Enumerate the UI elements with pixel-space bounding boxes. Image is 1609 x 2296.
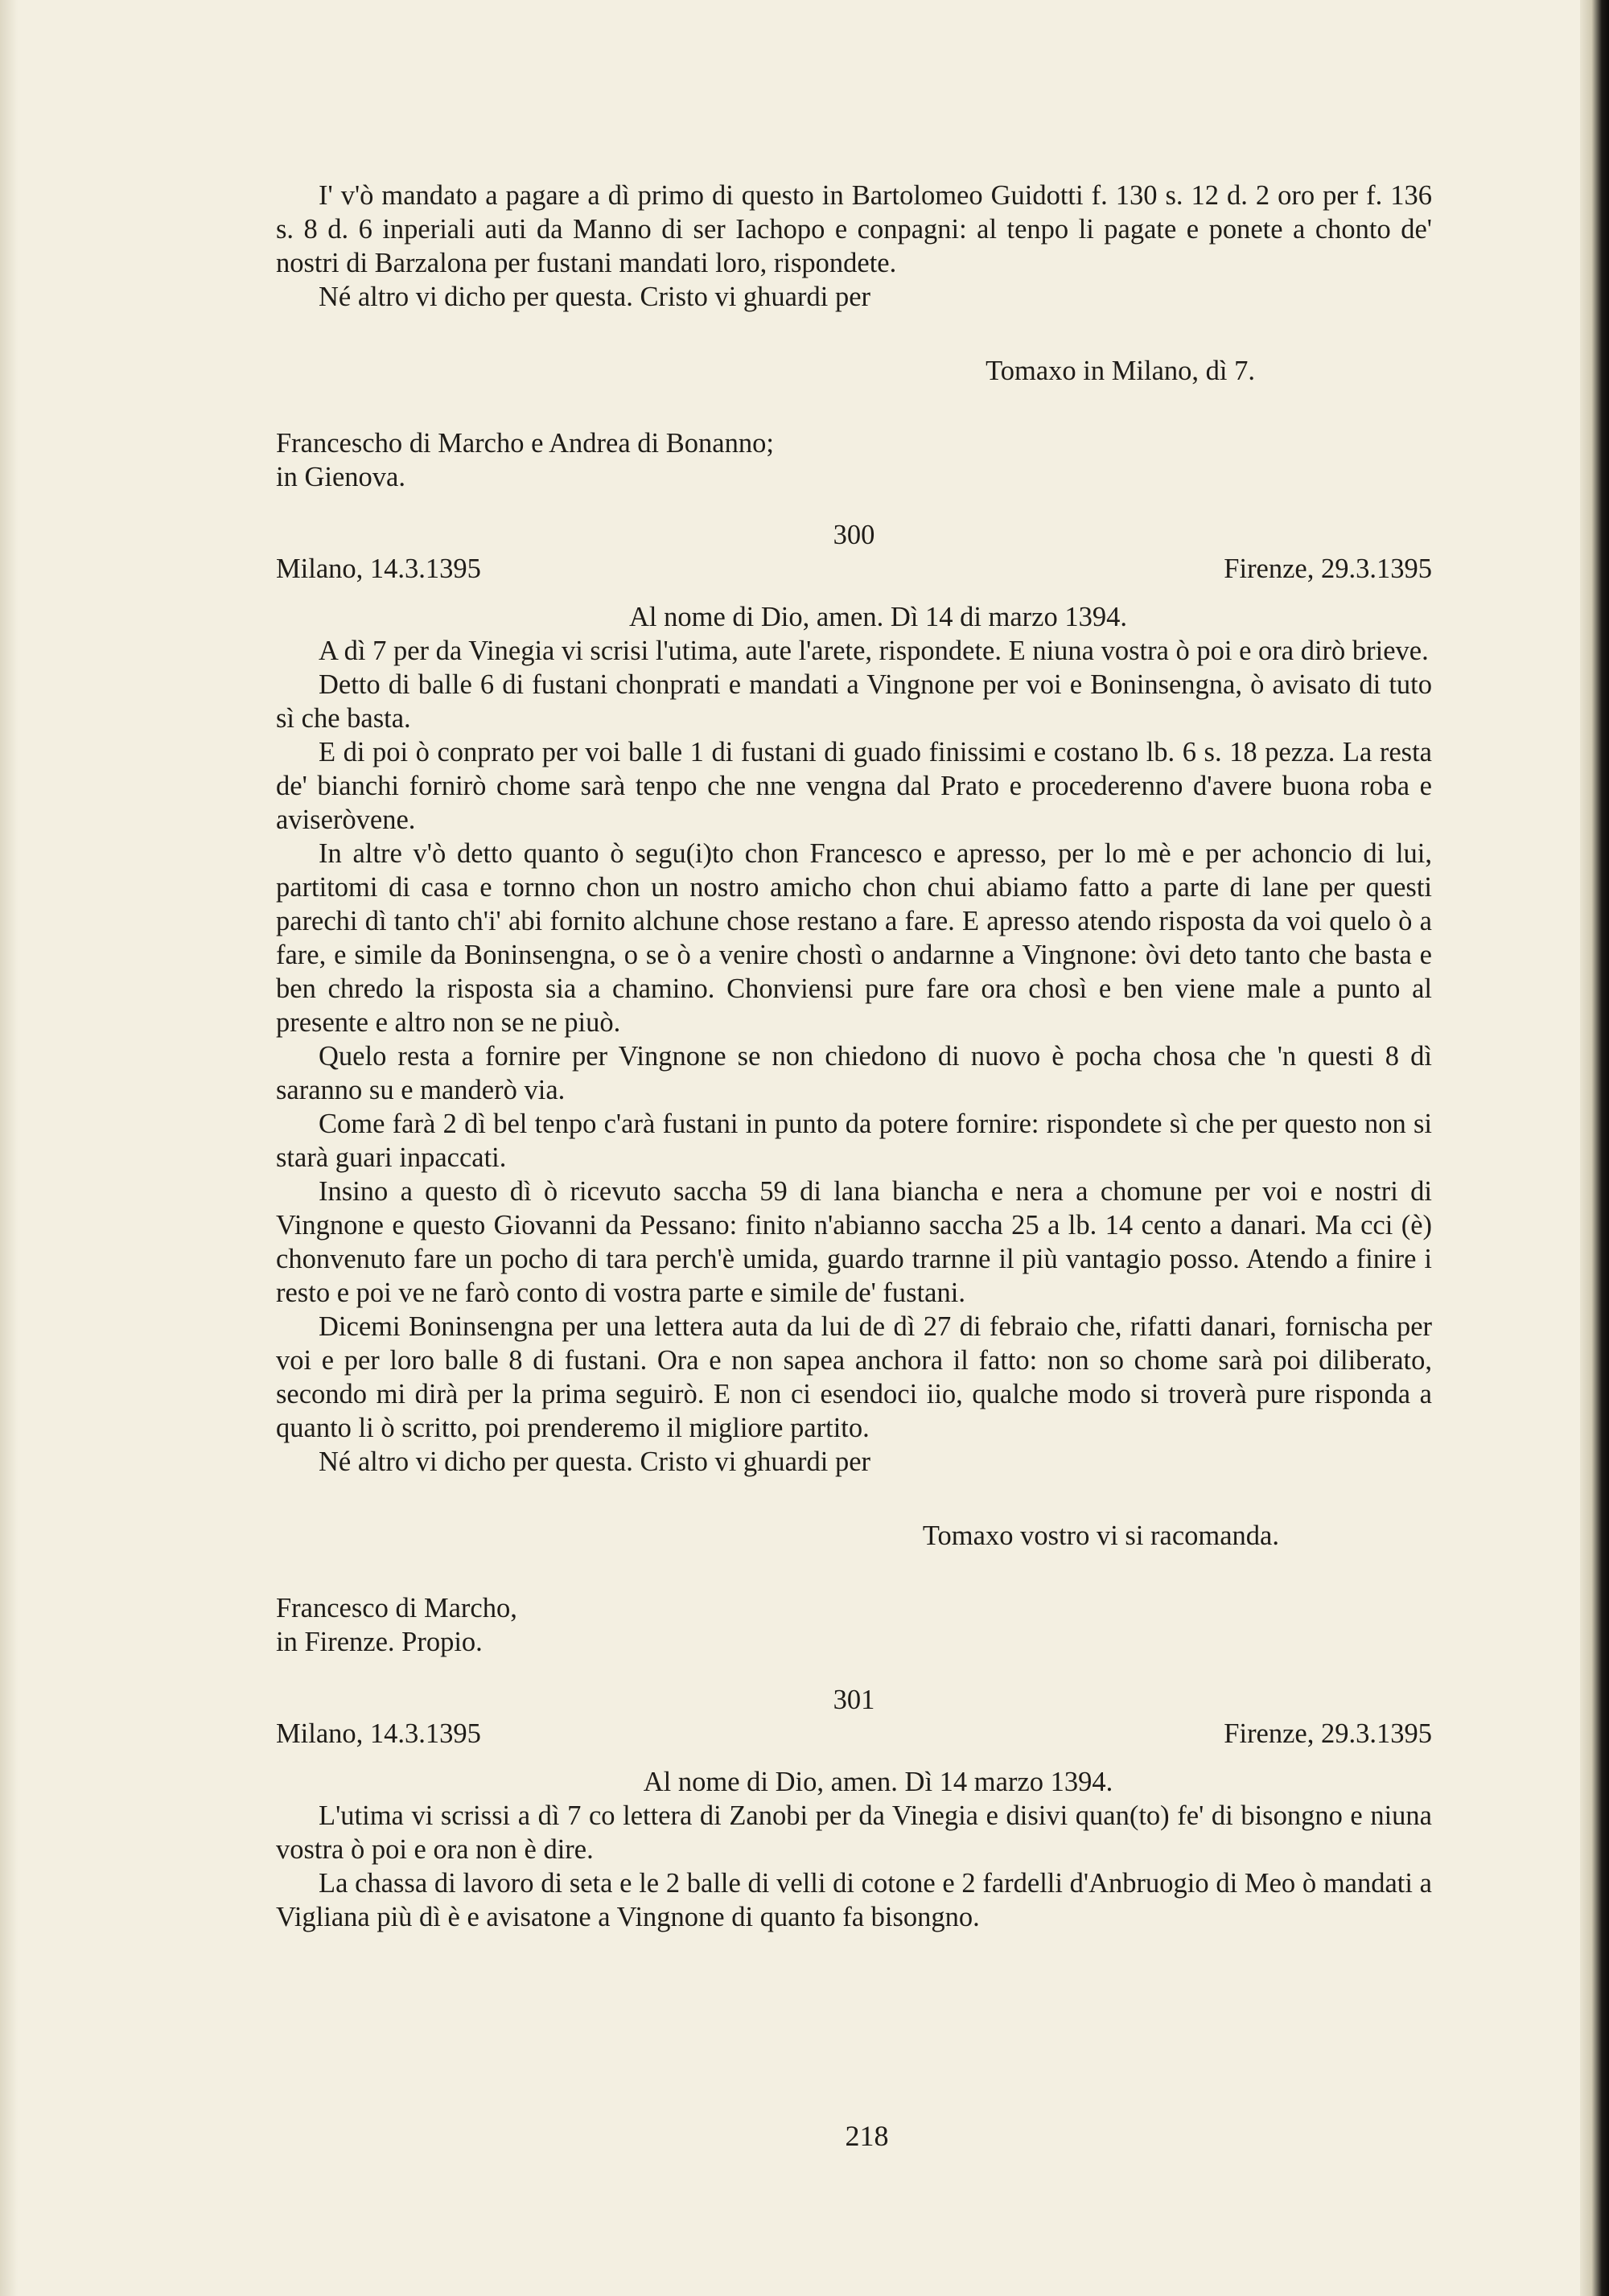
letter-number: 300 (833, 520, 875, 550)
page-edge-shadow (1580, 0, 1609, 2296)
page-number: 218 (845, 2120, 889, 2152)
origin-place-date: Milano, 14.3.1395 (276, 1718, 481, 1749)
address-line: Francesco di Marcho, (276, 1593, 517, 1623)
paragraph: Insino a questo dì ò ricevuto saccha 59 di lana biancha e nera a chomune per voi e nostri di Vingnone e questo Giovanni da Pessano: finito n'abianno saccha 25 a lb. 14 cento a danari. Ma cci (è) chonvenuto fare un pocho di tara perch'è umida, guardo trarnne il più vantagio posso. Atendo a finire i resto e poi ve ne farò conto di vostra parte e simile de' fustani. (276, 1176, 1432, 1308)
place-date-line (276, 1717, 1432, 1751)
origin-place-date: Milano, 14.3.1395 (276, 553, 481, 584)
paragraph: La chassa di lavoro di seta e le 2 balle di velli di cotone e 2 fardelli d'Anbruogio di Meo ò mandati a Vigliana più dì è e avisatone a Vingnone di quanto fa bisongno. (276, 1868, 1432, 1932)
paragraph: Né altro vi dicho per questa. Cristo vi ghuardi per (319, 282, 870, 312)
salutation: Al nome di Dio, amen. Dì 14 di marzo 1394. (629, 602, 1127, 632)
paragraph: A dì 7 per da Vinegia vi scrisi l'utima, aute l'arete, rispondete. E niuna vostra ò poi e ora dirò brieve. (319, 636, 1429, 666)
paragraph: E di poi ò conprato per voi balle 1 di fustani di guado finissimi e costano lb. 6 s. 18 pezza. La resta de' bianchi fornirò chome sarà tenpo che nne vengna dal Prato e procederenno d'avere buona roba e aviseròvene. (276, 737, 1432, 835)
destination-place-date: Firenze, 29.3.1395 (1224, 1718, 1432, 1749)
address-line: Francescho di Marcho e Andrea di Bonanno; (276, 428, 774, 459)
letter-301 (276, 1683, 1432, 1934)
signature: Tomaxo vostro vi si racomanda. (922, 1520, 1279, 1551)
letter-number: 301 (833, 1685, 875, 1715)
address-line: in Gienova. (276, 462, 405, 492)
destination-place-date: Firenze, 29.3.1395 (1224, 553, 1432, 584)
paragraph: L'utima vi scrissi a dì 7 co lettera di Zanobi per da Vinegia e disivi quan(to) fe' di bisongno e niuna vostra ò poi e ora non è dire. (276, 1800, 1432, 1865)
paragraph: I' v'ò mandato a pagare a dì primo di questo in Bartolomeo Guidotti f. 130 s. 12 d. 2 oro per f. 136 s. 8 d. 6 inperiali auti da Manno di ser Iachopo e conpagni: al tenpo li pagate e ponete a chonto de' nostri di Barzalona per fustani mandati loro, rispondete. (276, 180, 1432, 278)
paragraph: Detto di balle 6 di fustani chonprati e mandati a Vingnone per voi e Boninsengna, ò avisato di tuto sì che basta. (276, 669, 1432, 734)
address-block (276, 1591, 1432, 1659)
paragraph: Quelo resta a fornire per Vingnone se non chiedono di nuovo è pocha chosa che 'n questi 8 dì saranno su e manderò via. (276, 1041, 1432, 1105)
page-gutter (0, 0, 18, 2296)
letter-300 (276, 518, 1432, 1659)
page-body (276, 179, 1432, 1934)
place-date-line (276, 552, 1432, 586)
signature: Tomaxo in Milano, dì 7. (986, 356, 1255, 386)
address-line: in Firenze. Propio. (276, 1627, 483, 1657)
paragraph: Come farà 2 dì bel tenpo c'arà fustani in punto da potere fornire: rispondete sì che per questo non si starà guari inpaccati. (276, 1109, 1432, 1173)
paragraph: In altre v'ò detto quanto ò segu(i)to chon Francesco e apresso, per lo mè e per achoncio di lui, partitomi di casa e tornno chon un nostro amicho chon chui abiamo fatto a parte di lane per questi parechi dì tanto ch'i' abi fornito alchune chose restano a fare. E apresso atendo risposta da voi quelo ò a fare, e simile da Boninsengna, o se ò a venire chostì o andarnne a Vingnone: òvi deto tanto che basta e ben chredo la risposta sia a chamino. Chonviensi pure fare ora chosì e ben viene male a punto al presente e altro non se ne piuò. (276, 838, 1432, 1038)
opening-letter-end (276, 179, 1432, 494)
address-block (276, 426, 1432, 494)
paragraph: Dicemi Boninsengna per una lettera auta da lui de dì 27 di febraio che, rifatti danari, fornischa per voi e per loro balle 8 di fustani. Ora e non sapea anchora il fatto: non so chome sarà poi diliberato, secondo mi dirà per la prima seguirò. E non ci esendoci iio, qualche modo si troverà pure risponda a quanto li ò scritto, poi prenderemo il migliore partito. (276, 1311, 1432, 1443)
paragraph: Né altro vi dicho per questa. Cristo vi ghuardi per (319, 1446, 870, 1477)
salutation: Al nome di Dio, amen. Dì 14 marzo 1394. (643, 1767, 1113, 1797)
